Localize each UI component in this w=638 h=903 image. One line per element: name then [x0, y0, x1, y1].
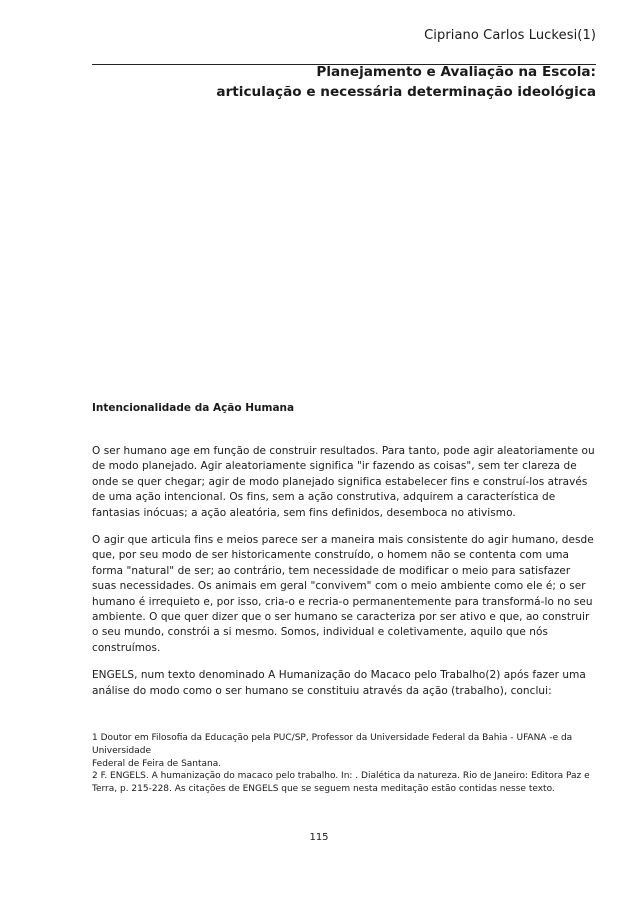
section-heading: Intencionalidade da Ação Humana: [92, 402, 295, 414]
footnotes: [92, 732, 592, 796]
article-title: [216, 62, 596, 102]
paragraph-2: O agir que articula fins e meios parece ser a maneira mais consistente do agir humano, desde que, por seu modo de ser historicamente construído, o homem não se contenta com uma forma "natural" de ser; ao contrário, tem necessidade de modificar o meio para satisfazer suas necessidades. Os animais em geral "convivem" com o meio ambiente como ele é; o ser humano é irrequieto e, por isso, cria-o e recria-o permanentemente para transformá-lo no seu ambiente. O que quer dizer que o ser humano se caracteriza por ser ativo e que, ao construir o seu mundo, constrói a si mesmo. Somos, individual e coletivamente, aquilo que nós construímos.: [92, 534, 594, 654]
body-text: [92, 444, 596, 711]
paragraph-1: O ser humano age em função de construir resultados. Para tanto, pode agir aleatoriamente ou de modo planejado. Agir aleatoriamente significa "ir fazendo as coisas", sem ter clareza de onde se quer chegar; agir de modo planejado significa estabelecer fins e construí-los através de uma ação intencional. Os fins, sem a ação construtiva, adquirem a característica de fantasias inócuas; a ação aleatória, sem fins definidos, desemboca no ativismo.: [92, 445, 595, 519]
paragraph-3: ENGELS, num texto denominado A Humanização do Macaco pelo Trabalho(2) após fazer uma análise do modo como o ser humano se constituiu através da ação (trabalho), conclui:: [92, 669, 586, 697]
footnote-2: 2 F. ENGELS. A humanização do macaco pelo trabalho. In: . Dialética da natureza. Rio de Janeiro: Editora Paz e Terra, p. 215-228. As citações de ENGELS que se seguem nesta meditação estão contidas nesse texto.: [92, 771, 590, 795]
page-number: 115: [309, 832, 329, 843]
footnote-1-line-2: Federal de Feira de Santana.: [92, 758, 222, 769]
title-line-1: Planejamento e Avaliação na Escola:: [316, 64, 596, 80]
footnote-1-line-1: 1 Doutor em Filosofia da Educação pela PUC/SP, Professor da Universidade Federal da Bahia - UFANA -e da Universidade: [92, 733, 573, 756]
title-line-2: articulação e necessária determinação ideológica: [216, 84, 596, 100]
author-name: Cipriano Carlos Luckesi(1): [424, 28, 596, 43]
